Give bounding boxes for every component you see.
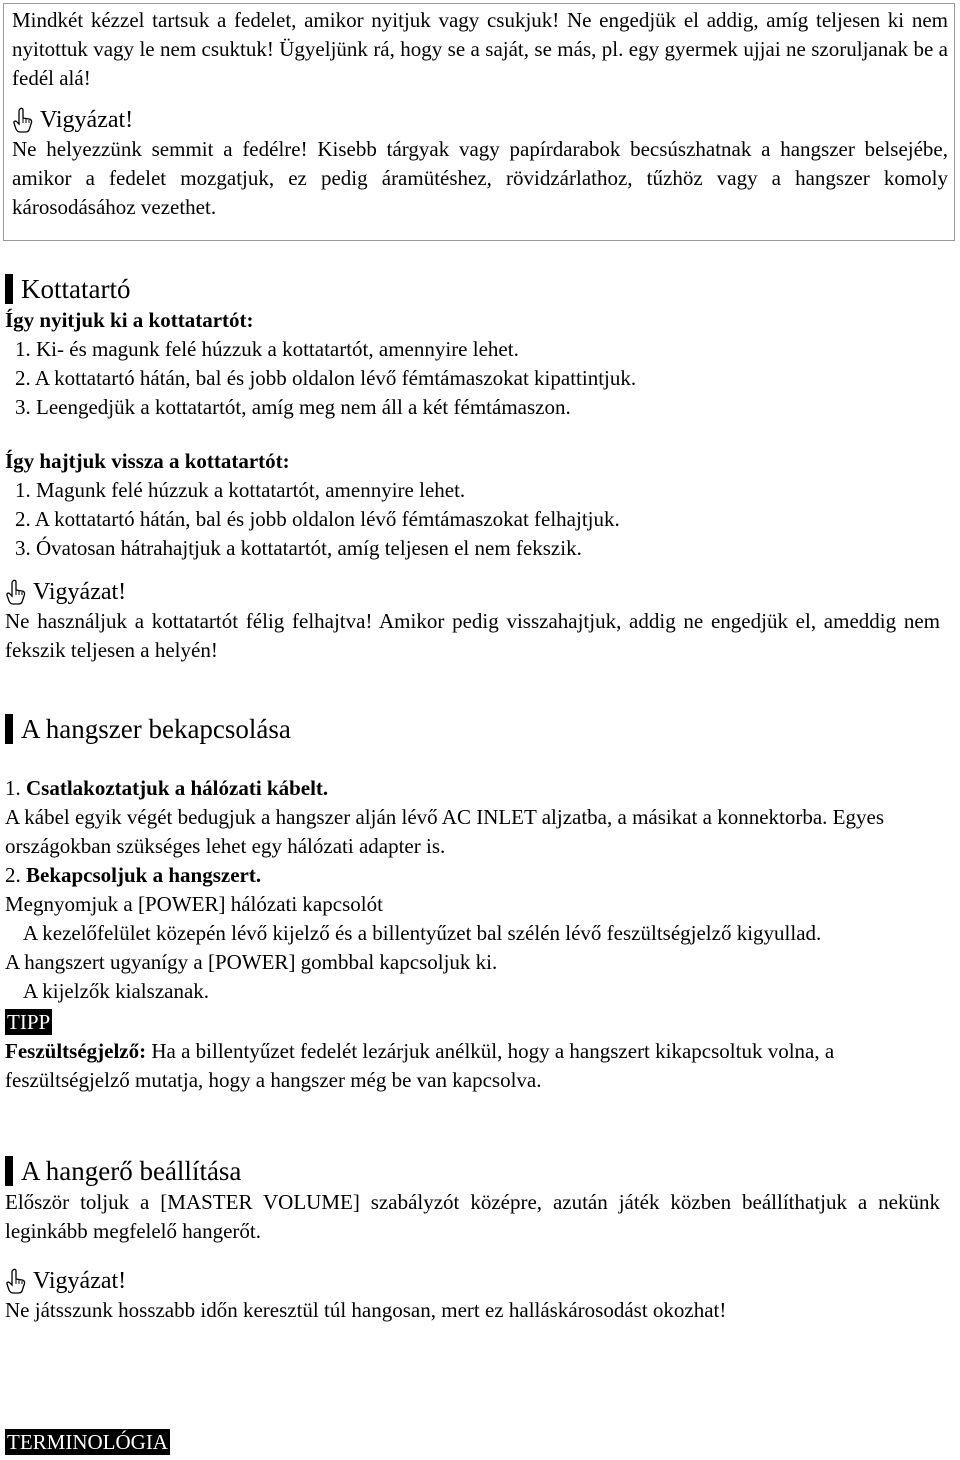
step-1 [5,774,940,803]
list-item: 1. Ki- és magunk felé húzzuk a kottatartót, amennyire lehet. [15,337,519,361]
pointing-hand-icon [5,579,27,605]
list-item: 2. A kottatartó hátán, bal és jobb oldalon lévő fémtámaszokat kipattintjuk. [15,366,637,390]
step-title: Csatlakoztatjuk a hálózati kábelt. [26,776,329,800]
warning-title: Vigyázat! [40,107,134,133]
pointing-hand-icon [5,1268,27,1294]
step-number: 2. [5,863,26,887]
list-item: 2. A kottatartó hátán, bal és jobb oldalon lévő fémtámaszokat felhajtjuk. [15,507,620,531]
section-marker [5,1156,13,1186]
volume-text: Először toljuk a [MASTER VOLUME] szabályzót középre, azután játék közben beállíthatjuk a nekünk leginkább megfelelő hangerőt. [5,1190,940,1243]
step-2 [5,861,940,890]
step-number: 1. [5,776,26,800]
warning-title: Vigyázat! [33,579,127,605]
terminology-label: TERMINOLÓGIA [7,1430,168,1454]
section-marker [5,274,13,304]
open-title: Így nyitjuk ki a kottatartót: [5,308,254,332]
tip-label: TIPP [7,1010,51,1034]
warning-text: Ne játsszunk hosszabb időn keresztül túl hangosan, mert ez halláskárosodást okozhat! [5,1298,727,1322]
list-item: 3. Óvatosan hátrahajtjuk a kottatartót, amíg teljesen el nem fekszik. [15,536,582,560]
music-rest-section [5,272,940,665]
step-title: Bekapcsoljuk a hangszert. [26,863,262,887]
warning-heading [12,105,948,135]
section-heading [5,1154,940,1188]
volume-section [5,1154,940,1325]
intro-paragraph: Mindkét kézzel tartsuk a fedelet, amikor nyitjuk vagy csukjuk! Ne engedjük el addig, amíg teljesen ki nem nyitottuk vagy le nem csuktuk! Ügyeljünk rá, hogy se a saját, se más, pl. egy gyermek ujjai ne szoruljanak be a fedél alá! [12,8,948,90]
list-item: 3. Leengedjük a kottatartót, amíg meg nem áll a két fémtámaszon. [15,395,571,419]
list-item: 1. Magunk felé húzzuk a kottatartót, amennyire lehet. [15,478,466,502]
warning-text: Ne helyezzünk semmit a fedélre! Kisebb tárgyak vagy papírdarabok becsúszhatnak a hangszer belsejébe, amikor a fedelet mozgatjuk, ez pedig áramütéshez, rövidzárlathoz, tűzhöz vagy a hangszer komoly károsodásához vezethet. [12,137,948,219]
press-line: Megnyomjuk a [POWER] hálózati kapcsolót [5,892,383,916]
warning-text: Ne használjuk a kottatartót félig felhajtva! Amikor pedig visszahajtjuk, addig ne engedjük el, ameddig nem fekszik teljesen a helyén! [5,609,940,662]
tip-body: Ha a billentyűzet fedelét lezárjuk anélkül, hogy a hangszert kikapcsoltuk volna, a feszültségjelző mutatja, hogy a hangszer még be van kapcsolva. [5,1039,835,1092]
light-line: A kezelőfelület közepén lévő kijelző és a billentyűzet bal szélén lévő feszültségjelző kigyullad. [23,921,822,945]
section-heading [5,272,940,306]
section-title: A hangszer bekapcsolása [21,714,291,744]
section-title: A hangerő beállítása [21,1156,242,1186]
tip-term: Feszültségjelző: [5,1039,147,1063]
tip-text [5,1037,940,1095]
warning-heading [5,1266,940,1296]
close-title: Így hajtjuk vissza a kottatartót: [5,449,290,473]
section-marker [5,714,13,744]
off-line: A hangszert ugyanígy a [POWER] gombbal kapcsoljuk ki. [5,950,498,974]
power-on-section [5,712,940,1095]
footer [5,1428,940,1457]
pointing-hand-icon [12,107,34,133]
warning-heading [5,577,940,607]
warning-title: Vigyázat! [33,1268,127,1294]
section-title: Kottatartó [21,274,131,304]
intro-box [3,3,955,241]
display-off-line: A kijelzők kialszanak. [23,979,210,1003]
close-steps [5,476,940,563]
section-heading [5,712,940,746]
step-1-text: A kábel egyik végét bedugjuk a hangszer alján lévő AC INLET aljzatba, a másikat a konnektorba. Egyes országokban szükséges lehet egy hálózati adapter is. [5,805,884,858]
open-steps [5,335,940,422]
